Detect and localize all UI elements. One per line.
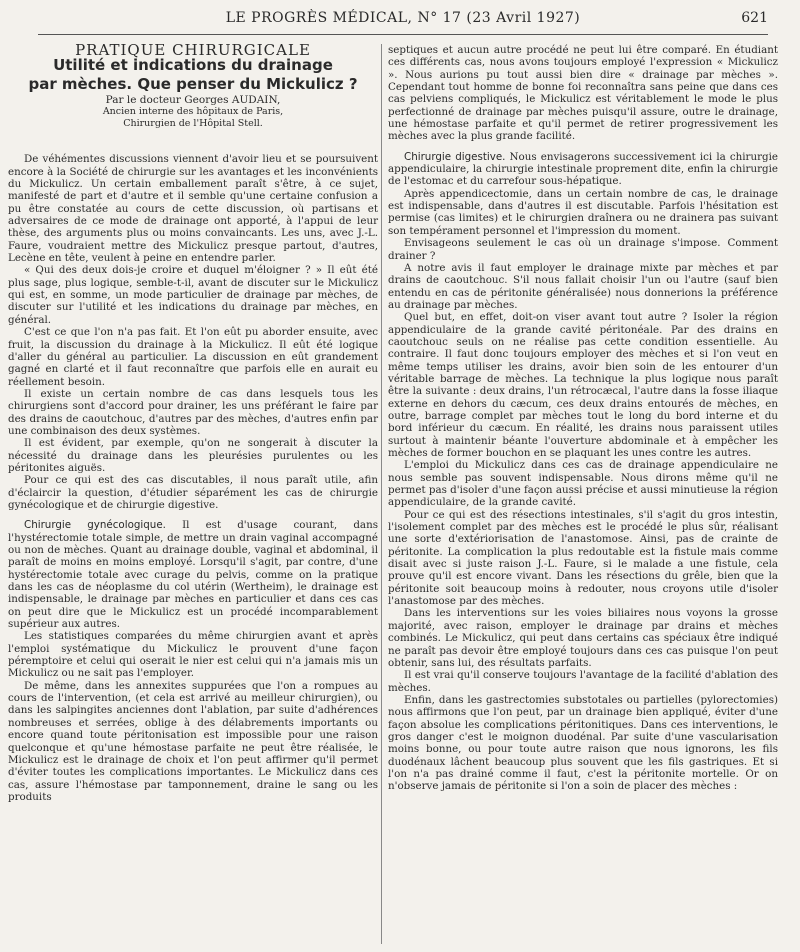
article-title bbox=[8, 56, 378, 94]
affiliation-2: Chirurgien de l'Hôpital Stell. bbox=[123, 118, 263, 130]
paragraph: Envisageons seulement le cas où un drainage s'impose. Comment drainer ? bbox=[388, 237, 778, 262]
paragraph: C'est ce que l'on n'a pas fait. Et l'on eût pu aborder ensuite, avec fruit, la discussion du drainage à la Mickulicz. Il eût été logique d'aller du général au particulier. La discussion en eût grandement gagné en clarté et il faut reconnaître que parfois elle en aurait eu réellement besoin. bbox=[8, 326, 378, 388]
paragraph: A notre avis il faut employer le drainage mixte par mèches et par drains de caoutchouc. S'il nous fallait choisir l'un ou l'autre (sauf bien entendu en cas de péritonite généralisée) nous donnerions la préférence au drainage par mèches. bbox=[388, 261, 778, 311]
paragraph: Dans les interventions sur les voies biliaires nous voyons la grosse majorité, avec raison, employer le drainage par drains et mèches combinés. Le Mickulicz, qui peut dans certains cas spéciaux être indiqué ne paraît pas devoir être employé toujours dans ces cas puisque l'on peut obtenir, sans lui, des résultats parfaits. bbox=[388, 607, 778, 669]
section-title: PRATIQUE CHIRURGICALE bbox=[75, 41, 311, 59]
paragraph: Quel but, en effet, doit-on viser avant tout autre ? Isoler la région appendiculaire de la grande cavité péritonéale. Par des drains en caoutchouc seuls on ne réalise pas cette condition essentielle. Au contraire. Il faut donc toujours employer des mèches et si l'on veut en même temps utiliser les drains, avoir bien soin de les entourer d'un véritable barrage de mèches. La technique la plus logique nous paraît être la suivante : deux drains, l'un rétrocæcal, l'autre dans la fosse iliaque externe en dehors du cæcum, ces deux drains entourés de mèches, en outre, barrage complet par mèches tout le long du bord interne et du bord inférieur du cæcum. En réalité, les drains nous paraissent utiles surtout à maintenir béante l'ouverture abdominale et à empêcher les mèches de former bouchon en se plaquant les unes contre les autres. bbox=[388, 311, 778, 459]
paragraph-text: Il est d'usage courant, dans l'hystérectomie totale simple, de mettre un drain vaginal accompagné ou non de mèches. Quant au drainage double, vaginal et abdominal, il paraît de moins en moins employé. Lorsqu'il s'agit, par contre, d'une hystérectomie totale avec curage du pelvis, comme on la pratique dans les cas de néoplasme du col utérin (Wertheim), le drainage est indispensable, le drainage par mèches en particulier et dans ces cas on peut dire que le Mickulicz est un procédé incomparablement supérieur aux autres. bbox=[8, 519, 378, 631]
paragraph: Pour ce qui est des cas discutables, il nous paraît utile, afin d'éclaircir la question, d'étudier séparément les cas de chirurgie gynécologique et de chirurgie digestive. bbox=[8, 474, 378, 511]
paragraph: Enfin, dans les gastrectomies substotales ou partielles (pylorectomies) nous affirmons que l'on peut, par un drainage bien appliqué, éviter d'une façon absolue les complications péritonitiques. Dans ces interventions, le gros danger c'est le moignon duodénal. Par suite d'une vascularisation moins bonne, ou pour toute autre raison que nous ignorons, les fils duodénaux lâchent beaucoup plus souvent que les fils gastriques. Et si l'on n'a pas drainé comme il faut, c'est la péritonite mortelle. Or on n'observe jamais de péritonite si l'on a soin de placer des mèches : bbox=[388, 693, 778, 793]
paragraph: Il est évident, par exemple, qu'on ne songerait à discuter la nécessité du drainage dans les pleurésies purulentes ou les péritonites aiguës. bbox=[8, 437, 378, 474]
subheading-gynecologique: Chirurgie gynécologique. bbox=[24, 519, 166, 532]
paragraph: Il existe un certain nombre de cas dans lesquels tous les chirurgiens sont d'accord pour drainer, les uns préférant le faire par des drains de caoutchouc, d'autres par des mèches, d'autres enfin par une combinaison des deux systèmes. bbox=[8, 387, 378, 437]
author-line: Par le docteur Georges AUDAIN, bbox=[105, 94, 281, 107]
right-column bbox=[388, 44, 778, 793]
header-rule bbox=[38, 34, 768, 35]
article-title-line-1: Utilité et indications du drainage bbox=[53, 56, 333, 75]
paragraph bbox=[388, 151, 778, 188]
page-number: 621 bbox=[741, 10, 768, 26]
paragraph: De même, dans les annexites suppurées que l'on a rompues au cours de l'intervention, (et cela est arrivé au meilleur chirurgien), ou dans les salpingites anciennes dont l'ablation, par suite d'adhérences nombreuses et serrées, oblige à des délabrements importants ou encore quand toute péritonisation est impossible pour une raison quelconque et qu'une hémostase parfaite ne peut être réalisée, le Mickulicz est le drainage de choix et l'on peut affirmer qu'il permet d'éviter toutes les complications importantes. Le Mickulicz dans ces cas, assure l'hémostase par tamponnement, draine le sang ou les produits bbox=[8, 679, 378, 803]
paragraph: L'emploi du Mickulicz dans ces cas de drainage appendiculaire ne nous semble pas souvent indispensable. Nous dirons même qu'il ne permet pas d'isoler d'une façon aussi précise et aussi minutieuse la région appendiculaire, de la grande cavité. bbox=[388, 459, 779, 509]
article-title-line-2: par mèches. Que penser du Mickulicz ? bbox=[28, 75, 358, 94]
running-header bbox=[38, 10, 768, 32]
paragraph: Les statistiques comparées du même chirurgien avant et après l'emploi systématique du Mickulicz le prouvent d'une façon péremptoire et celui qui oserait le nier est celui qui n'a jamais mis un Mickulicz ou ne sait pas l'employer. bbox=[8, 630, 378, 680]
column-divider bbox=[381, 44, 382, 944]
paragraph: Il est vrai qu'il conserve toujours l'avantage de la facilité d'ablation des mèches. bbox=[388, 669, 778, 694]
paragraph-text: Nous envisagerons successivement ici la chirurgie appendiculaire, la chirurgie intestinale proprement dite, enfin la chirurgie de l'estomac et du carrefour sous-hépatique. bbox=[388, 150, 778, 188]
running-head: LE PROGRÈS MÉDICAL, N° 17 (23 Avril 1927) bbox=[225, 10, 581, 26]
paragraph: Après appendicectomie, dans un certain nombre de cas, le drainage est indispensable, dans d'autres il est discutable. Parfois l'hésitation est permise (cas limites) et le chirurgien draînera ou ne drainera pas suivant son tempérament personnel et l'impression du moment. bbox=[388, 187, 778, 237]
affiliation-1: Ancien interne des hôpitaux de Paris, bbox=[102, 106, 284, 118]
paragraph bbox=[8, 519, 378, 630]
paragraph: « Qui des deux dois-je croire et duquel m'éloigner ? » Il eût été plus sage, plus logique, semble-t-il, avant de discuter sur le Mickulicz qui est, en somme, un mode particulier de drainage par mèches, de discuter sur l'utilité et les indications du drainage par mèches, en général. bbox=[8, 264, 378, 326]
paragraph: Pour ce qui est des résections intestinales, s'il s'agit du gros intestin, l'isolement complet par des mèches est le procédé le plus sûr, réalisant une sorte d'extériorisation de l'anastomose. Ainsi, pas de crainte de péritonite. La complication la plus redoutable est la fistule mais comme disait avec si juste raison J.-L. Faure, si le malade a une fistule, cela prouve qu'il est encore vivant. Dans les résections du grêle, bien que la péritonite soit beaucoup moins à redouter, nous croyons utile d'isoler l'anastomose par des mèches. bbox=[388, 508, 778, 608]
paragraph: septiques et aucun autre procédé ne peut lui être comparé. En étudiant ces différents cas, nous avons toujours employé l'expression « Mickulicz ». Nous aurions pu tout aussi bien dire « drainage par mèches ». Cependant tout homme de bonne foi reconnaîtra sans peine que dans ces cas pelviens compliqués, le Mickulicz est véritablement le mode le plus perfectionné de drainage par mèches puisqu'il assure, outre le drainage, une hémostase parfaite et qu'il permet de retirer progressivement les mèches avec la plus grande facilité. bbox=[388, 44, 778, 143]
left-column bbox=[8, 41, 378, 803]
subheading-digestive: Chirurgie digestive. bbox=[404, 150, 506, 163]
paragraph: De véhémentes discussions viennent d'avoir lieu et se poursuivent encore à la Société de chirurgie sur les avantages et les inconvénients du Mickulicz. Un certain emballement paraît s'être, à ce sujet, manifesté de part et d'autre et il semble qu'une certaine confusion a pu être constatée au cours de cette discussion, où partisans et adversaires de ce mode de drainage ont apporté, à l'appui de leur thèse, des arguments plus ou moins convaincants. Les uns, avec J.-L. Faure, voudraient mettre des Mickulicz presque partout, d'autres, Lecène en tête, veulent à peine en entendre parler. bbox=[8, 153, 378, 265]
